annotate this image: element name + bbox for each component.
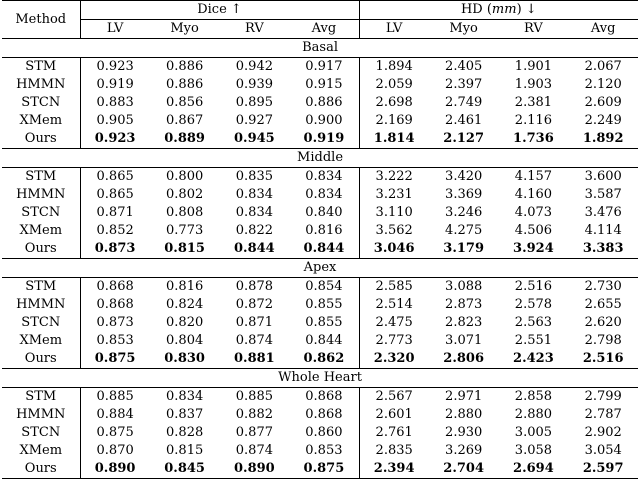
- method-name: STM: [2, 168, 80, 187]
- value-cell: 0.804: [166, 333, 204, 348]
- value-cell: 1.892: [582, 131, 624, 146]
- value-cell: 2.567: [375, 389, 413, 404]
- value-cell: 2.749: [445, 95, 483, 110]
- value-cell: 0.824: [166, 297, 204, 312]
- value-cell: 4.114: [584, 223, 622, 238]
- table-row: [2, 94, 638, 112]
- value-cell: 1.894: [375, 59, 413, 74]
- value-cell: 0.865: [96, 169, 134, 184]
- value-cell: 0.853: [289, 442, 359, 460]
- column-header-hd-lv: LV: [359, 20, 429, 39]
- value-cell: 2.609: [584, 95, 622, 110]
- value-cell: 0.917: [289, 58, 359, 77]
- value-cell: 0.871: [235, 315, 273, 330]
- value-cell: 2.475: [375, 315, 413, 330]
- value-cell: 0.939: [235, 77, 273, 92]
- value-cell: 0.871: [96, 205, 134, 220]
- value-cell: 2.394: [359, 460, 429, 479]
- value-cell: 0.872: [235, 297, 273, 312]
- table-row: [2, 314, 638, 332]
- table-row: [2, 204, 638, 222]
- value-cell: 2.516: [514, 279, 553, 294]
- value-cell: 0.860: [289, 424, 359, 442]
- value-cell: 0.883: [96, 95, 134, 110]
- value-cell: 2.971: [445, 389, 483, 404]
- section-title: Middle: [2, 149, 638, 168]
- value-cell: 0.815: [164, 241, 205, 256]
- value-cell: 0.884: [96, 407, 134, 422]
- table-row: [2, 222, 638, 240]
- value-cell: 2.405: [445, 59, 483, 74]
- section-row: [2, 39, 638, 58]
- value-cell: 0.855: [289, 314, 359, 332]
- table-row: [2, 112, 638, 130]
- method-name: STM: [2, 388, 80, 407]
- value-cell: 3.600: [584, 169, 622, 184]
- section-row: [2, 259, 638, 278]
- value-cell: 0.915: [289, 76, 359, 94]
- value-cell: 2.620: [584, 315, 622, 330]
- value-cell: 0.816: [166, 279, 204, 294]
- method-name: STM: [2, 278, 80, 297]
- value-cell: 4.160: [514, 187, 553, 202]
- value-cell: 3.046: [373, 241, 415, 256]
- method-header: Method: [2, 1, 80, 39]
- value-cell: 2.067: [584, 59, 622, 74]
- value-cell: 3.587: [584, 187, 622, 202]
- table-row: [2, 186, 638, 204]
- value-cell: 0.867: [166, 113, 204, 128]
- value-cell: 2.563: [514, 315, 553, 330]
- method-name: HMMN: [2, 296, 80, 314]
- value-cell: 0.856: [166, 95, 204, 110]
- value-cell: 2.873: [445, 297, 483, 312]
- value-cell: 0.816: [289, 222, 359, 240]
- value-cell: 0.875: [289, 460, 359, 479]
- value-cell: 0.885: [96, 389, 134, 404]
- method-name: XMem: [2, 222, 80, 240]
- value-cell: 2.761: [375, 425, 413, 440]
- column-header-dice-rv: RV: [220, 20, 290, 39]
- value-cell: 2.381: [514, 95, 553, 110]
- value-cell: 0.895: [235, 95, 273, 110]
- value-cell: 0.834: [235, 205, 273, 220]
- value-cell: 3.231: [375, 187, 413, 202]
- value-cell: 0.881: [234, 351, 275, 366]
- value-cell: 4.275: [445, 223, 483, 238]
- value-cell: 0.834: [289, 186, 359, 204]
- value-cell: 0.802: [166, 187, 204, 202]
- value-cell: 2.249: [584, 113, 622, 128]
- value-cell: 0.873: [96, 315, 134, 330]
- method-name: HMMN: [2, 406, 80, 424]
- value-cell: 2.514: [375, 297, 413, 312]
- value-cell: 0.889: [164, 131, 205, 146]
- value-cell: 3.246: [445, 205, 483, 220]
- table-row: [2, 296, 638, 314]
- value-cell: 0.874: [235, 333, 273, 348]
- value-cell: 3.110: [375, 205, 413, 220]
- value-cell: 0.885: [235, 389, 273, 404]
- value-cell: 0.815: [166, 443, 204, 458]
- section-title: Apex: [2, 259, 638, 278]
- value-cell: 2.704: [429, 460, 499, 479]
- value-cell: 2.423: [513, 351, 554, 366]
- value-cell: 3.071: [445, 333, 483, 348]
- value-cell: 0.844: [289, 332, 359, 350]
- value-cell: 0.882: [235, 407, 273, 422]
- value-cell: 2.730: [584, 279, 622, 294]
- value-cell: 0.868: [96, 297, 134, 312]
- value-cell: 2.799: [584, 389, 622, 404]
- value-cell: 0.834: [235, 187, 273, 202]
- value-cell: 0.870: [96, 443, 134, 458]
- value-cell: 0.886: [166, 59, 204, 74]
- value-cell: 2.902: [584, 425, 622, 440]
- value-cell: 4.506: [514, 223, 553, 238]
- value-cell: 1.736: [513, 131, 554, 146]
- value-cell: 0.844: [234, 241, 275, 256]
- column-header-dice-avg: Avg: [289, 20, 359, 39]
- value-cell: 2.059: [375, 77, 413, 92]
- value-cell: 0.845: [150, 460, 220, 479]
- value-cell: 0.868: [96, 279, 134, 294]
- value-cell: 0.830: [164, 351, 205, 366]
- section-title: Basal: [2, 39, 638, 58]
- value-cell: 2.597: [568, 460, 638, 479]
- value-cell: 0.927: [235, 113, 273, 128]
- value-cell: 1.903: [514, 77, 553, 92]
- value-cell: 2.551: [514, 333, 553, 348]
- method-name: HMMN: [2, 186, 80, 204]
- value-cell: 2.858: [514, 389, 553, 404]
- value-cell: 0.945: [234, 131, 275, 146]
- value-cell: 2.880: [514, 407, 553, 422]
- value-cell: 2.120: [584, 77, 622, 92]
- table-row: [2, 278, 638, 297]
- value-cell: 1.901: [514, 59, 553, 74]
- value-cell: 2.461: [445, 113, 483, 128]
- value-cell: 3.420: [445, 169, 483, 184]
- value-cell: 4.157: [514, 169, 553, 184]
- value-cell: 2.798: [584, 333, 622, 348]
- value-cell: 0.837: [166, 407, 204, 422]
- results-table: [2, 0, 638, 479]
- table-row: [2, 442, 638, 460]
- value-cell: 0.822: [235, 223, 273, 238]
- table-row: [2, 76, 638, 94]
- value-cell: 3.383: [582, 241, 624, 256]
- hd-header-suffix: ) ↓: [516, 2, 537, 17]
- method-name: STM: [2, 58, 80, 77]
- value-cell: 2.880: [445, 407, 483, 422]
- table-row: [2, 424, 638, 442]
- table-row: [2, 130, 638, 149]
- value-cell: 3.269: [445, 443, 483, 458]
- value-cell: 0.868: [289, 388, 359, 407]
- value-cell: 0.905: [96, 113, 134, 128]
- value-cell: 0.890: [80, 460, 150, 479]
- value-cell: 0.773: [166, 223, 204, 238]
- value-cell: 0.900: [289, 112, 359, 130]
- value-cell: 0.919: [289, 130, 359, 149]
- value-cell: 0.834: [166, 389, 204, 404]
- value-cell: 2.601: [375, 407, 413, 422]
- value-cell: 0.800: [166, 169, 204, 184]
- value-cell: 2.127: [443, 131, 485, 146]
- column-header-dice-myo: Myo: [150, 20, 220, 39]
- section-row: [2, 149, 638, 168]
- hd-header: [359, 1, 638, 20]
- hd-header-unit: mm: [491, 2, 517, 17]
- value-cell: 0.828: [166, 425, 204, 440]
- method-name: STCN: [2, 94, 80, 112]
- value-cell: 0.868: [289, 406, 359, 424]
- method-name: XMem: [2, 332, 80, 350]
- value-cell: 3.058: [514, 443, 553, 458]
- table-row: [2, 350, 638, 369]
- value-cell: 0.854: [289, 278, 359, 297]
- section-title: Whole Heart: [2, 369, 638, 388]
- table-row: [2, 332, 638, 350]
- value-cell: 3.369: [445, 187, 483, 202]
- value-cell: 2.116: [514, 113, 553, 128]
- value-cell: 0.890: [220, 460, 290, 479]
- method-name: STCN: [2, 424, 80, 442]
- value-cell: 3.924: [513, 241, 554, 256]
- value-cell: 0.942: [235, 59, 273, 74]
- value-cell: 0.808: [166, 205, 204, 220]
- method-name: Ours: [2, 130, 80, 149]
- column-header-hd-rv: RV: [499, 20, 569, 39]
- value-cell: 2.698: [375, 95, 413, 110]
- value-cell: 2.578: [514, 297, 553, 312]
- table-row: [2, 58, 638, 77]
- value-cell: 0.853: [96, 333, 134, 348]
- value-cell: 0.923: [96, 59, 134, 74]
- table-row: [2, 168, 638, 187]
- table-row: [2, 240, 638, 259]
- value-cell: 0.875: [96, 425, 134, 440]
- value-cell: 3.222: [375, 169, 413, 184]
- value-cell: 0.865: [96, 187, 134, 202]
- dice-header: Dice ↑: [80, 1, 359, 20]
- value-cell: 3.179: [443, 241, 485, 256]
- value-cell: 0.886: [289, 94, 359, 112]
- value-cell: 0.923: [94, 131, 136, 146]
- value-cell: 3.562: [375, 223, 413, 238]
- section-row: [2, 369, 638, 388]
- value-cell: 0.835: [235, 169, 273, 184]
- value-cell: 0.877: [235, 425, 273, 440]
- value-cell: 0.886: [166, 77, 204, 92]
- value-cell: 0.840: [289, 204, 359, 222]
- value-cell: 2.655: [584, 297, 622, 312]
- table-row: [2, 388, 638, 407]
- value-cell: 2.397: [445, 77, 483, 92]
- value-cell: 0.834: [289, 168, 359, 187]
- method-name: Ours: [2, 350, 80, 369]
- method-name: STCN: [2, 314, 80, 332]
- value-cell: 0.878: [235, 279, 273, 294]
- value-cell: 0.862: [289, 350, 359, 369]
- method-name: Ours: [2, 240, 80, 259]
- value-cell: 0.874: [235, 443, 273, 458]
- method-name: STCN: [2, 204, 80, 222]
- method-name: HMMN: [2, 76, 80, 94]
- value-cell: 2.585: [375, 279, 413, 294]
- value-cell: 2.320: [373, 351, 415, 366]
- value-cell: 2.787: [584, 407, 622, 422]
- column-header-hd-myo: Myo: [429, 20, 499, 39]
- value-cell: 2.169: [375, 113, 413, 128]
- value-cell: 0.873: [94, 241, 136, 256]
- table-row: [2, 406, 638, 424]
- value-cell: 2.694: [499, 460, 569, 479]
- value-cell: 2.773: [375, 333, 413, 348]
- value-cell: 2.930: [445, 425, 483, 440]
- column-header-dice-lv: LV: [80, 20, 150, 39]
- value-cell: 0.855: [289, 296, 359, 314]
- value-cell: 3.088: [445, 279, 483, 294]
- column-header-hd-avg: Avg: [568, 20, 638, 39]
- value-cell: 4.073: [514, 205, 553, 220]
- value-cell: 0.852: [96, 223, 134, 238]
- value-cell: 2.806: [443, 351, 485, 366]
- value-cell: 0.844: [289, 240, 359, 259]
- value-cell: 3.054: [584, 443, 622, 458]
- method-name: XMem: [2, 442, 80, 460]
- method-name: Ours: [2, 460, 80, 479]
- value-cell: 0.875: [94, 351, 136, 366]
- value-cell: 1.814: [373, 131, 415, 146]
- value-cell: 0.820: [166, 315, 204, 330]
- value-cell: 3.476: [584, 205, 622, 220]
- value-cell: 0.919: [96, 77, 134, 92]
- value-cell: 2.516: [582, 351, 624, 366]
- value-cell: 2.835: [375, 443, 413, 458]
- method-name: XMem: [2, 112, 80, 130]
- hd-header-prefix: HD (: [460, 2, 492, 17]
- value-cell: 2.823: [445, 315, 483, 330]
- value-cell: 3.005: [514, 425, 553, 440]
